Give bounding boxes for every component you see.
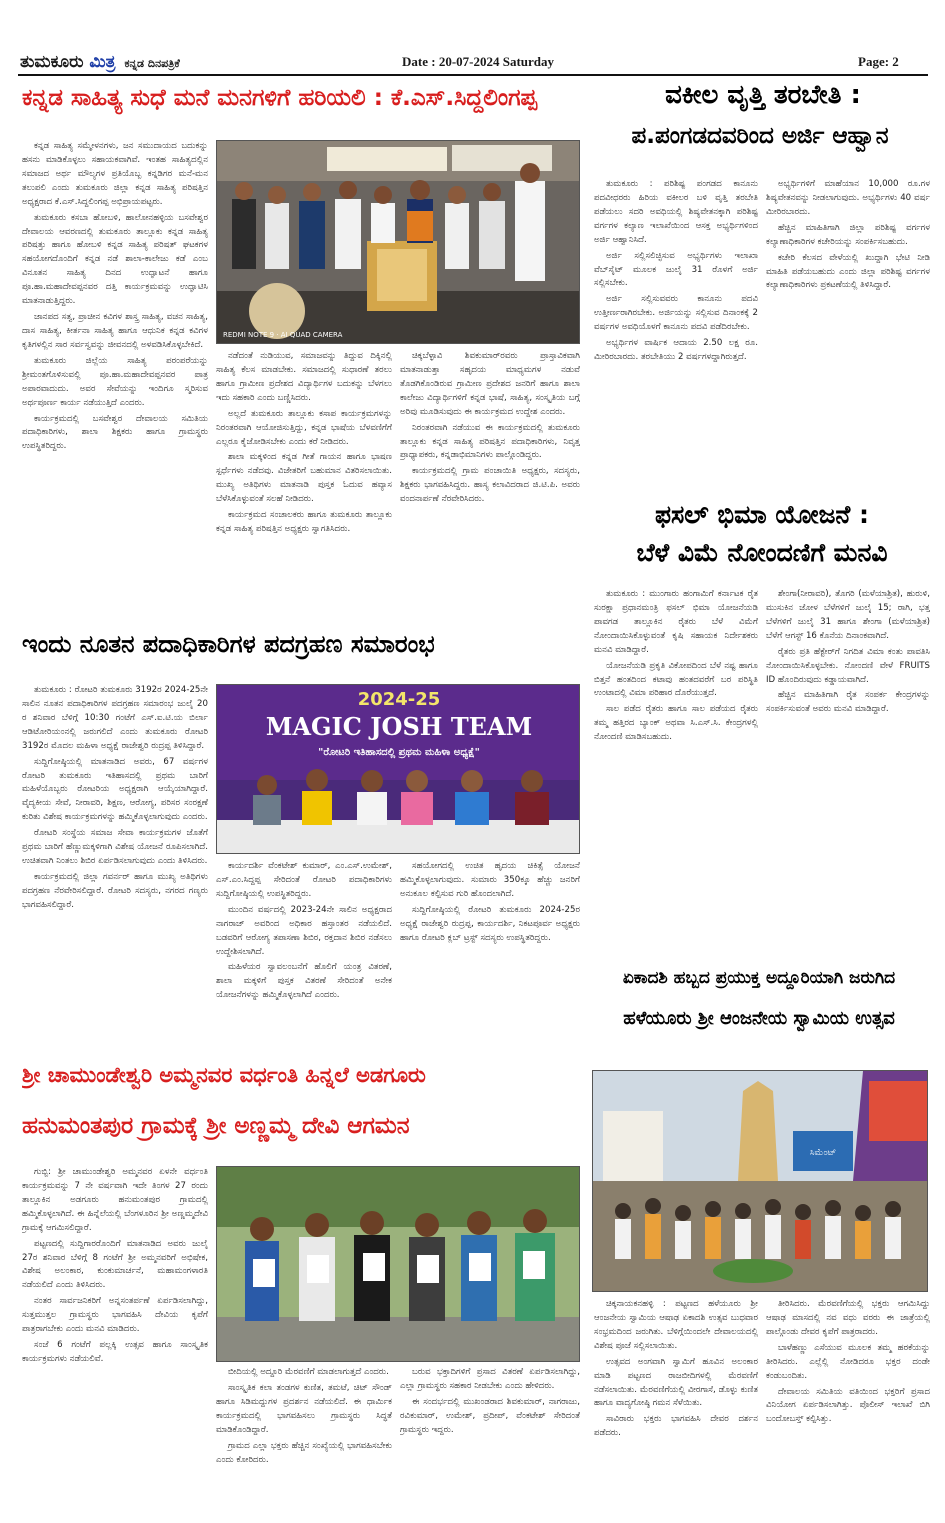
article6-photo [216, 1166, 580, 1362]
article5-col1 [594, 1298, 758, 1498]
banner-subtitle: "ರೋಟರಿ ಇತಿಹಾಸದಲ್ಲಿ ಪ್ರಥಮ ಮಹಿಳಾ ಅಧ್ಯಕ್ಷೆ" [318, 747, 480, 758]
article4-headline: ಇಂದು ನೂತನ ಪದಾಧಿಕಾರಿಗಳ ಪದಗ್ರಹಣ ಸಮಾರಂಭ [22, 632, 435, 658]
article1-paragraph: ಕಾರ್ಯಕ್ರಮದ ಸಂಚಾಲಕರು ಹಾಗೂ ತುಮಕೂರು ತಾಲ್ಲೂಕು ಕನ್ನಡ ಸಾಹಿತ್ಯ ಪರಿಷತ್ತಿನ ಅಧ್ಯಕ್ಷರು ಸ್ವಾಗತಿಸಿದರು. [216, 510, 392, 535]
article1-paragraph: ಶಾಲಾ ಮಕ್ಕಳಿಂದ ಕನ್ನಡ ಗೀತೆ ಗಾಯನ ಹಾಗೂ ಭಾಷಣ ಸ್ಪರ್ಧೆಗಳು ನಡೆದವು. ವಿಜೇತರಿಗೆ ಬಹುಮಾನ ವಿತರಿಸಲಾಯಿತು. ಮುಖ್ಯ ಅತಿಥಿಗಳು ಮಾತನಾಡಿ ಪುಸ್ತಕ ಓದುವ ಹವ್ಯಾಸ ಬೆಳೆಸಿಕೊಳ್ಳುವಂತೆ ಸಲಹೆ ನೀಡಿದರು. [216, 452, 392, 505]
article1-paragraph: ಅಲ್ಲದೆ ತುಮಕೂರು ತಾಲ್ಲೂಕು ಕಸಾಪ ಕಾರ್ಯಕ್ರಮಗಳನ್ನು ನಿರಂತರವಾಗಿ ಆಯೋಜಿಸುತ್ತಿದ್ದು, ಕನ್ನಡ ಭಾಷೆಯ ಬೆಳವಣಿಗೆಗೆ ಎಲ್ಲರೂ ಕೈಜೋಡಿಸಬೇಕು ಎಂದು ಕರೆ ನೀಡಿದರು. [216, 408, 392, 447]
shop-sign-text: ಸಿಮೆಂಟ್ [809, 1148, 837, 1158]
article5-paragraph: ದೇವಾಲಯ ಸಮಿತಿಯ ವತಿಯಿಂದ ಭಕ್ತರಿಗೆ ಪ್ರಸಾದ ವಿನಿಯೋಗ ಏರ್ಪಡಿಸಲಾಗಿತ್ತು. ಪೊಲೀಸ್ ಇಲಾಖೆ ಬಿಗಿ ಬಂದೋಬಸ್ತ್ ಕಲ್ಪಿಸಿತ್ತು. [766, 1386, 930, 1425]
article4-paragraph: ಕಾರ್ಯಕ್ರಮದಲ್ಲಿ ಜಿಲ್ಲಾ ಗವರ್ನರ್ ಹಾಗೂ ಮುಖ್ಯ ಅತಿಥಿಗಳು ಪದಗ್ರಹಣ ನೆರವೇರಿಸಲಿದ್ದಾರೆ. ರೋಟರಿ ಸದಸ್ಯರು, ನಗರದ ಗಣ್ಯರು ಭಾಗವಹಿಸಲಿದ್ದಾರೆ. [22, 871, 208, 910]
banner-year: 2024-25 [357, 689, 441, 710]
article1-headline: ಕನ್ನಡ ಸಾಹಿತ್ಯ ಸುಧೆ ಮನೆ ಮನಗಳಿಗೆ ಹರಿಯಲಿ : ಕೆ.ಎಸ್.ಸಿದ್ದಲಿಂಗಪ್ಪ [22, 86, 538, 111]
article1-paragraph: ಕಾರ್ಯಕ್ರಮದಲ್ಲಿ ಗ್ರಾಮ ಪಂಚಾಯಿತಿ ಅಧ್ಯಕ್ಷರು, ಸದಸ್ಯರು, ಶಿಕ್ಷಕರು ಭಾಗವಹಿಸಿದ್ದರು. ಹಾಸ್ಯ ಕಲಾವಿದರಾದ ಜಿ.ಟಿ.ಪಿ. ಅವರು ವಂದನಾರ್ಪಣೆ ನೆರವೇರಿಸಿದರು. [400, 466, 580, 505]
article5-col2 [766, 1298, 930, 1498]
camera-watermark: REDMI NOTE 9 · AI QUAD CAMERA [223, 331, 343, 339]
article6-paragraph: ಸಂಜೆ 6 ಗಂಟೆಗೆ ಪಲ್ಲಕ್ಕಿ ಉತ್ಸವ ಹಾಗೂ ಸಾಂಸ್ಕೃತಿಕ ಕಾರ್ಯಕ್ರಮಗಳು ನಡೆಯಲಿವೆ. [22, 1340, 208, 1364]
article1-photo [216, 140, 580, 344]
article4-paragraph: ಮಹಿಳೆಯರ ಸ್ವಾವಲಂಬನೆಗೆ ಹೊಲಿಗೆ ಯಂತ್ರ ವಿತರಣೆ, ಶಾಲಾ ಮಕ್ಕಳಿಗೆ ಪುಸ್ತಕ ವಿತರಣೆ ಸೇರಿದಂತೆ ಅನೇಕ ಯೋಜನೆಗಳನ್ನು ಹಮ್ಮಿಕೊಳ್ಳಲಾಗಿದೆ ಎಂದರು. [216, 962, 392, 1001]
article5-paragraph: ಬಾಳೆಹಣ್ಣು ಎಸೆಯುವ ಮೂಲಕ ತಮ್ಮ ಹರಕೆಯನ್ನು ತೀರಿಸಿದರು. ಎಲ್ಲೆಲ್ಲಿ ನೋಡಿದರೂ ಭಕ್ತರ ದಂಡೇ ಕಂಡುಬಂದಿತು. [766, 1342, 930, 1381]
article6-headline-line2: ಹನುಮಂತಪುರ ಗ್ರಾಮಕ್ಕೆ ಶ್ರೀ ಅಣ್ಣಮ್ಮ ದೇವಿ ಆಗಮನ [22, 1114, 410, 1139]
article6-paragraph: ನಂತರ ಸಾರ್ವಜನಿಕರಿಗೆ ಅನ್ನಸಂತರ್ಪಣೆ ಏರ್ಪಡಿಸಲಾಗಿದ್ದು, ಸುತ್ತಮುತ್ತಲ ಗ್ರಾಮಸ್ಥರು ಭಾಗವಹಿಸಿ ದೇವಿಯ ಕೃಪೆಗೆ ಪಾತ್ರರಾಗಬೇಕು ಎಂದು ಮನವಿ ಮಾಡಿದರು. [22, 1296, 208, 1335]
paper-tagline: ಕನ್ನಡ ದಿನಪತ್ರಿಕೆ [124, 57, 180, 70]
article4-paragraph: ಸಹಯೋಗದಲ್ಲಿ ಉಚಿತ ಹೃದಯ ಚಿಕಿತ್ಸೆ ಯೋಜನೆ ಹಮ್ಮಿಕೊಳ್ಳಲಾಗುವುದು. ಸುಮಾರು 350ಕ್ಕೂ ಹೆಚ್ಚು ಜನರಿಗೆ ಅನುಕೂಲ ಕಲ್ಪಿಸುವ ಗುರಿ ಹೊಂದಲಾಗಿದೆ. [400, 861, 580, 899]
article5-paragraph: ತೀರಿಸಿದರು. ಮೆರವಣಿಗೆಯಲ್ಲಿ ಭಕ್ತರು ಆಗಮಿಸಿದ್ದು ಆಷಾಢ ಮಾಸದಲ್ಲಿ ನವ ವಧು ವರರು ಈ ಜಾತ್ರೆಯಲ್ಲಿ ಪಾಲ್ಗೊಂಡು ದೇವರ ಕೃಪೆಗೆ ಪಾತ್ರರಾದರು. [766, 1299, 930, 1337]
article2-paragraph: ಅಭ್ಯರ್ಥಿಗಳ ವಾರ್ಷಿಕ ಆದಾಯ 2.50 ಲಕ್ಷ ರೂ. ಮೀರಿರಬಾರದು. ತರಬೇತಿಯು 2 ವರ್ಷಗಳದ್ದಾಗಿರುತ್ತದೆ. [594, 338, 758, 363]
article1-paragraph: ತುಮಕೂರು ಜಿಲ್ಲೆಯ ಸಾಹಿತ್ಯ ಪರಂಪರೆಯನ್ನು ಶ್ರೀಮಂತಗೊಳಿಸುವಲ್ಲಿ ಪೂ.ಹಾ.ಮಹಾದೇವಪ್ಪನವರ ಪಾತ್ರ ಅಪಾರವಾದುದು. ಅವರ ಸೇವೆಯನ್ನು ಇಂದಿಗೂ ಸ್ಮರಿಸುವ ಅರ್ಥಪೂರ್ಣ ಕಾರ್ಯ ನಡೆಯುತ್ತಿದೆ ಎಂದರು. [22, 355, 208, 408]
article3-paragraph: ತುಮಕೂರು : ಮುಂಗಾರು ಹಂಗಾಮಿಗೆ ಕರ್ನಾಟಕ ರೈತ ಸುರಕ್ಷಾ ಪ್ರಧಾನಮಂತ್ರಿ ಫಸಲ್ ಭಿಮಾ ಯೋಜನೆಯಡಿ ಪಾವಗಡ ತಾಲ್ಲೂಕಿನ ರೈತರು ಬೆಳೆ ವಿಮೆಗೆ ನೋಂದಾಯಿಸಿಕೊಳ್ಳುವಂತೆ ಕೃಷಿ ಸಹಾಯಕ ನಿರ್ದೇಶಕರು ಮನವಿ ಮಾಡಿದ್ದಾರೆ. [594, 589, 758, 655]
article4-paragraph: ರೋಟರಿ ಸಂಸ್ಥೆಯ ಸಮಾಜ ಸೇವಾ ಕಾರ್ಯಕ್ರಮಗಳ ಜೊತೆಗೆ ಪ್ರಥಮ ಬಾರಿಗೆ ಹೆಣ್ಣುಮಕ್ಕಳಿಗಾಗಿ ವಿಶೇಷ ಯೋಜನೆ ರೂಪಿಸಲಾಗಿದೆ. ಉಚಿತವಾಗಿ ನಿಂತಲು ಶಿಬಿರ ಏರ್ಪಡಿಸಲಾಗುವುದು ಎಂದು ತಿಳಿಸಿದರು. [22, 828, 208, 867]
article1-paragraph: ಜಾನಪದ ಸತ್ವ, ಪ್ರಾಚೀನ ಕವಿಗಳ ಶಾಸ್ತ್ರ ಸಾಹಿತ್ಯ, ವಚನ ಸಾಹಿತ್ಯ, ದಾಸ ಸಾಹಿತ್ಯ, ಕೀರ್ತನಾ ಸಾಹಿತ್ಯ ಹಾಗೂ ಆಧುನಿಕ ಕನ್ನಡ ಕವಿಗಳ ಕೃತಿಗಳಲ್ಲಿನ ಸಾರ ಸರ್ವಸ್ವವನ್ನು ಜೀವನದಲ್ಲಿ ಅಳವಡಿಸಿಕೊಳ್ಳಬೇಕಿದೆ. [22, 312, 208, 350]
article6-headline-line1: ಶ್ರೀ ಚಾಮುಂಡೇಶ್ವರಿ ಅಮ್ಮನವರ ವರ್ಧಂತಿ ಹಿನ್ನಲೆ ಅಡಗೂರು [22, 1064, 426, 1087]
article6-paragraph: ಈ ಸಂದರ್ಭದಲ್ಲಿ ಮುಖಂಡರಾದ ಶಿವಕುಮಾರ್, ನಾಗರಾಜು, ರವಿಕುಮಾರ್, ಉಮೇಶ್, ಪ್ರದೀಪ್, ವೆಂಕಟೇಶ್ ಸೇರಿದಂತೆ ಗ್ರಾಮಸ್ಥರು ಇದ್ದರು. [400, 1396, 580, 1435]
article4-paragraph: ಕಾರ್ಯದರ್ಶಿ ವೆಂಕಟೇಶ್ ಕುಮಾರ್, ಎಂ.ಎಸ್.ಉಮೇಶ್, ಎಸ್.ಎಂ.ಸಿದ್ದಪ್ಪ ಸೇರಿದಂತೆ ರೋಟರಿ ಪದಾಧಿಕಾರಿಗಳು ಸುದ್ದಿಗೋಷ್ಠಿಯಲ್ಲಿ ಉಪಸ್ಥಿತರಿದ್ದರು. [216, 861, 392, 899]
article1-col1 [22, 140, 208, 620]
article2-paragraph: ಅರ್ಜಿ ಸಲ್ಲಿಸಲಿಚ್ಛಿಸುವ ಅಭ್ಯರ್ಥಿಗಳು ಇಲಾಖಾ ವೆಬ್‌ಸೈಟ್ ಮೂಲಕ ಜುಲೈ 31 ರೊಳಗೆ ಅರ್ಜಿ ಸಲ್ಲಿಸಬೇಕು. [594, 250, 758, 289]
article5-paragraph: ಚಿಕ್ಕನಾಯಕನಹಳ್ಳಿ : ಪಟ್ಟಣದ ಹಳೆಯೂರು ಶ್ರೀ ಆಂಜನೇಯ ಸ್ವಾಮಿಯ ಆಷಾಢ ಏಕಾದಶಿ ಉತ್ಸವ ಬುಧವಾರ ಸಂಭ್ರಮದಿಂದ ಜರುಗಿತು. ಬೆಳಿಗ್ಗೆಯಿಂದಲೇ ದೇವಾಲಯದಲ್ಲಿ ವಿಶೇಷ ಪೂಜೆ ಸಲ್ಲಿಸಲಾಯಿತು. [594, 1299, 758, 1351]
article5-headline-line2: ಹಳೆಯೂರು ಶ್ರೀ ಆಂಜನೇಯ ಸ್ವಾಮಿಯ ಉತ್ಸವ [623, 1010, 895, 1029]
article3-paragraph: ಸಾಲ ಪಡೆದ ರೈತರು ಹಾಗೂ ಸಾಲ ಪಡೆಯದ ರೈತರು ತಮ್ಮ ಹತ್ತಿರದ ಬ್ಯಾಂಕ್ ಅಥವಾ ಸಿ.ಎಸ್.ಸಿ. ಕೇಂದ್ರಗಳಲ್ಲಿ ನೋಂದಣಿ ಮಾಡಿಸಬಹುದು. [594, 704, 758, 743]
article4-photo [216, 684, 580, 854]
article1-paragraph: ನಿರಂತರವಾಗಿ ನಡೆಯುವ ಈ ಕಾರ್ಯಕ್ರಮದಲ್ಲಿ ತುಮಕೂರು ತಾಲ್ಲೂಕು ಕನ್ನಡ ಸಾಹಿತ್ಯ ಪರಿಷತ್ತಿನ ಪದಾಧಿಕಾರಿಗಳು, ನಿವೃತ್ತ ಪ್ರಾಧ್ಯಾಪಕರು, ಕನ್ನಡಾಭಿಮಾನಿಗಳು ಪಾಲ್ಗೊಂಡಿದ್ದರು. [400, 422, 580, 461]
article3-paragraph: ರೈತರು ಪ್ರತಿ ಹೆಕ್ಟೇರ್‌ಗೆ ನಿಗದಿತ ವಿಮಾ ಕಂತು ಪಾವತಿಸಿ ನೋಂದಾಯಿಸಿಕೊಳ್ಳಬೇಕು. ನೋಂದಣಿ ವೇಳೆ FRUITS ID ಹೊಂದಿರುವುದು ಕಡ್ಡಾಯವಾಗಿದೆ. [766, 646, 930, 685]
article1-col2 [216, 350, 392, 622]
article6-paragraph: ಸಾಂಸ್ಕೃತಿಕ ಕಲಾ ತಂಡಗಳ ಕುಣಿತ, ತಮಟೆ, ಚಿಟ್ ಸೌಂಡ್ ಹಾಗೂ ಸಿಡಿಮದ್ದುಗಳ ಪ್ರದರ್ಶನ ನಡೆಯಲಿದೆ. ಈ ಧಾರ್ಮಿಕ ಕಾರ್ಯಕ್ರಮದಲ್ಲಿ ಭಾಗವಹಿಸಲು ಗ್ರಾಮಸ್ಥರು ಸಿದ್ಧತೆ ಮಾಡಿಕೊಂಡಿದ್ದಾರೆ. [216, 1382, 392, 1435]
article2-paragraph: ತುಮಕೂರು : ಪರಿಶಿಷ್ಟ ಪಂಗಡದ ಕಾನೂನು ಪದವೀಧರರು ಹಿರಿಯ ವಕೀಲರ ಬಳಿ ವೃತ್ತಿ ತರಬೇತಿ ಪಡೆಯಲು ಸದರಿ ಅವಧಿಯಲ್ಲಿ ಶಿಷ್ಯವೇತನಕ್ಕಾಗಿ ಪರಿಶಿಷ್ಟ ವರ್ಗಗಳ ಕಲ್ಯಾಣ ಇಲಾಖೆಯಿಂದ ಆಸಕ್ತ ಅಭ್ಯರ್ಥಿಗಳಿಂದ ಅರ್ಜಿ ಆಹ್ವಾನಿಸಿದೆ. [594, 179, 758, 245]
article2-col2 [766, 178, 930, 490]
article4-col2 [216, 860, 392, 1052]
article6-col3 [400, 1366, 580, 1500]
masthead [20, 52, 400, 76]
article4-paragraph: ಸುದ್ದಿಗೋಷ್ಠಿಯಲ್ಲಿ ಮಾತನಾಡಿದ ಅವರು, 67 ವರ್ಷಗಳ ರೋಟರಿ ತುಮಕೂರು ಇತಿಹಾಸದಲ್ಲಿ ಪ್ರಥಮ ಬಾರಿಗೆ ಮಹಿಳೆಯೊಬ್ಬರು ರೋಟರಿಯ ಅಧ್ಯಕ್ಷರಾಗಿ ಆಯ್ಕೆಯಾಗಿದ್ದಾರೆ. ವೈದ್ಯಕೀಯ ಸೇವೆ, ನೀರಾವರಿ, ಶಿಕ್ಷಣ, ಆರೋಗ್ಯ, ಪರಿಸರ ಸಂರಕ್ಷಣೆ ಕುರಿತು ವಿಶೇಷ ಕಾರ್ಯಕ್ರಮಗಳನ್ನು ಹಮ್ಮಿಕೊಳ್ಳಲಾಗುವುದು ಎಂದರು. [22, 756, 208, 823]
masthead-rule [18, 74, 928, 76]
paper-name-part1: ತುಮಕೂರು [20, 52, 84, 72]
article4-paragraph: ತುಮಕೂರು : ರೋಟರಿ ತುಮಕೂರು 3192ರ 2024-25ನೇ ಸಾಲಿನ ನೂತನ ಪದಾಧಿಕಾರಿಗಳ ಪದಗ್ರಹಣ ಸಮಾರಂಭ ಜುಲೈ 20 ರ ಶನಿವಾರ ಬೆಳಿಗ್ಗೆ 10:30 ಗಂಟೆಗೆ ಎಸ್.ಐ.ಟಿ.ಯ ಬಿರ್ಲಾ ಆಡಿಟೋರಿಯಂನಲ್ಲಿ ಜರುಗಲಿದೆ ಎಂದು ತುಮಕೂರು ರೋಟರಿ 3192ರ ಮೊದಲ ಮಹಿಳಾ ಅಧ್ಯಕ್ಷೆ ರಾಜೇಶ್ವರಿ ರುದ್ರಪ್ಪ ತಿಳಿಸಿದ್ದಾರೆ. [22, 685, 208, 751]
article6-paragraph: ಬೀದಿಯಲ್ಲಿ ಅದ್ದೂರಿ ಮೆರವಣಿಗೆ ಮಾಡಲಾಗುತ್ತದೆ ಎಂದರು. [228, 1367, 389, 1377]
article2-paragraph: ಹೆಚ್ಚಿನ ಮಾಹಿತಿಗಾಗಿ ಜಿಲ್ಲಾ ಪರಿಶಿಷ್ಟ ವರ್ಗಗಳ ಕಲ್ಯಾಣಾಧಿಕಾರಿಗಳ ಕಚೇರಿಯನ್ನು ಸಂಪರ್ಕಿಸಬಹುದು. [766, 222, 930, 247]
edition-date: Date : 20-07-2024 Saturday [402, 54, 555, 69]
article6-col2 [216, 1366, 392, 1500]
article3-headline-line2: ಬೆಳೆ ವಿಮೆ ನೋಂದಣಿಗೆ ಮನವಿ [636, 540, 888, 567]
article6-paragraph: ಗ್ರಾಮದ ಎಲ್ಲಾ ಭಕ್ತರು ಹೆಚ್ಚಿನ ಸಂಖ್ಯೆಯಲ್ಲಿ ಭಾಗವಹಿಸಬೇಕು ಎಂದು ಕೋರಿದರು. [216, 1440, 392, 1465]
article3-paragraph: ಯೋಜನೆಯಡಿ ಪ್ರಕೃತಿ ವಿಕೋಪದಿಂದ ಬೆಳೆ ನಷ್ಟ ಹಾಗೂ ಬಿತ್ತನೆ ಹಂತದಿಂದ ಕಟಾವು ಹಂತದವರೆಗೆ ಬರ ಪರಿಸ್ಥಿತಿ ಉಂಟಾದಲ್ಲಿ ವಿಮಾ ಪರಿಹಾರ ದೊರೆಯುತ್ತದೆ. [594, 660, 758, 699]
felicitation-photo-illustration [217, 141, 580, 344]
article2-paragraph: ಅಭ್ಯರ್ಥಿಗಳಿಗೆ ಮಾಹೆಯಾನ 10,000 ರೂ.ಗಳ ಶಿಷ್ಯವೇತನವನ್ನು ನೀಡಲಾಗುವುದು. ಅಭ್ಯರ್ಥಿಗಳು 40 ವರ್ಷ ಮೀರಿರಬಾರದು. [766, 179, 930, 217]
article1-paragraph: ನಡೆದಂತೆ ನುಡಿಯುವ, ಸಮಾಜವನ್ನು ತಿದ್ದುವ ದಿಕ್ಕಿನಲ್ಲಿ ಸಾಹಿತ್ಯ ಕೆಲಸ ಮಾಡಬೇಕು. ಸಮಾಜದಲ್ಲಿ ಸುಧಾರಣೆ ತರಲು ಹಾಗೂ ಗ್ರಾಮೀಣ ಪ್ರದೇಶದ ವಿದ್ಯಾರ್ಥಿಗಳ ಬದುಕನ್ನು ಬೆಳಗಲು ಇದು ಸಹಕಾರಿ ಎಂದು ಬಣ್ಣಿಸಿದರು. [216, 351, 392, 403]
article6-col1 [22, 1166, 208, 1500]
article6-paragraph: ಗುಬ್ಬಿ: ಶ್ರೀ ಚಾಮುಂಡೇಶ್ವರಿ ಅಮ್ಮನವರ ಏಳನೇ ವರ್ಧಂತಿ ಕಾರ್ಯಕ್ರಮವನ್ನು 7 ನೇ ವರ್ಷವಾಗಿ ಇದೇ ತಿಂಗಳ 27 ರಂದು ತಾಲ್ಲೂಕಿನ ಅಡಗೂರು ಹನುಮಂತಪುರ ಗ್ರಾಮದಲ್ಲಿ ಹಮ್ಮಿಕೊಳ್ಳಲಾಗಿದೆ. ಈ ಹಿನ್ನೆಲೆಯಲ್ಲಿ ಬೆಂಗಳೂರಿನ ಶ್ರೀ ಅಣ್ಣಮ್ಮದೇವಿ ಗ್ರಾಮಕ್ಕೆ ಆಗಮಿಸಲಿದ್ದಾರೆ. [22, 1167, 208, 1233]
article1-paragraph: ಕಾರ್ಯಕ್ರಮದಲ್ಲಿ ಬಸವೇಶ್ವರ ದೇವಾಲಯ ಸಮಿತಿಯ ಪದಾಧಿಕಾರಿಗಳು, ಶಾಲಾ ಶಿಕ್ಷಕರು ಹಾಗೂ ಗ್ರಾಮಸ್ಥರು ಉಪಸ್ಥಿತರಿದ್ದರು. [22, 413, 208, 452]
article4-paragraph: ಮುಂದಿನ ವರ್ಷದಲ್ಲಿ 2023-24ನೇ ಸಾಲಿನ ಅಧ್ಯಕ್ಷರಾದ ನಾಗರಾಜ್ ಅವರಿಂದ ಅಧಿಕಾರ ಹಸ್ತಾಂತರ ನಡೆಯಲಿದೆ. ಬಡವರಿಗೆ ಆರೋಗ್ಯ ತಪಾಸಣಾ ಶಿಬಿರ, ರಕ್ತದಾನ ಶಿಬಿರ ನಡೆಸಲು ಉದ್ದೇಶಿಸಲಾಗಿದೆ. [216, 904, 392, 957]
paper-name [20, 52, 115, 72]
villagers-photo-illustration [217, 1167, 580, 1362]
article6-paragraph: ಬರುವ ಭಕ್ತಾದಿಗಳಿಗೆ ಪ್ರಸಾದ ವಿತರಣೆ ಏರ್ಪಡಿಸಲಾಗಿದ್ದು, ಎಲ್ಲಾ ಗ್ರಾಮಸ್ಥರು ಸಹಕಾರ ನೀಡಬೇಕು ಎಂದು ಹೇಳಿದರು. [400, 1367, 580, 1391]
article2-paragraph: ಕಚೇರಿ ಕೆಲಸದ ವೇಳೆಯಲ್ಲಿ ಖುದ್ದಾಗಿ ಭೇಟಿ ನೀಡಿ ಮಾಹಿತಿ ಪಡೆಯಬಹುದು ಎಂದು ಜಿಲ್ಲಾ ಪರಿಶಿಷ್ಟ ವರ್ಗಗಳ ಕಲ್ಯಾಣಾಧಿಕಾರಿಗಳು ಪ್ರಕಟಣೆಯಲ್ಲಿ ತಿಳಿಸಿದ್ದಾರೆ. [766, 252, 930, 291]
press-meet-photo-illustration [217, 685, 580, 854]
article2-headline-line2: ಪ.ಪಂಗಡದವರಿಂದ ಅರ್ಜಿ ಆಹ್ವಾನ [631, 124, 889, 149]
article1-col3 [400, 350, 580, 622]
article4-paragraph: ಸುದ್ದಿಗೋಷ್ಠಿಯಲ್ಲಿ ರೋಟರಿ ತುಮಕೂರು 2024-25ರ ಅಧ್ಯಕ್ಷೆ ರಾಜೇಶ್ವರಿ ರುದ್ರಪ್ಪ, ಕಾರ್ಯದರ್ಶಿ, ನಿಕಟಪೂರ್ವ ಅಧ್ಯಕ್ಷರು ಹಾಗೂ ರೋಟರಿ ಕ್ಲಬ್ ಟ್ರಸ್ಟ್ ಸದಸ್ಯರು ಉಪಸ್ಥಿತರಿದ್ದರು. [400, 904, 580, 943]
banner-team: MAGIC JOSH TEAM [265, 712, 533, 741]
article3-headline-line1: ಫಸಲ್ ಭಿಮಾ ಯೋಜನೆ : [654, 502, 870, 529]
article6-paragraph: ಪಟ್ಟಣದಲ್ಲಿ ಸುದ್ದಿಗಾರರೊಂದಿಗೆ ಮಾತನಾಡಿದ ಅವರು ಜುಲೈ 27ರ ಶನಿವಾರ ಬೆಳಿಗ್ಗೆ 8 ಗಂಟೆಗೆ ಶ್ರೀ ಅಮ್ಮನವರಿಗೆ ಅಭಿಷೇಕ, ವಿಶೇಷ ಅಲಂಕಾರ, ಕುಂಕುಮಾರ್ಚನೆ, ಮಹಾಮಂಗಳಾರತಿ ನಡೆಯಲಿದೆ ಎಂದು ತಿಳಿಸಿದರು. [22, 1238, 208, 1291]
article2-headline-line1: ವಕೀಲ ವೃತ್ತಿ ತರಬೇತಿ : [665, 82, 861, 110]
paper-name-part2: ಮಿತ್ರ [89, 52, 116, 72]
article4-col1 [22, 684, 208, 1052]
temple-festival-photo-illustration [593, 1071, 928, 1292]
article1-paragraph: ಕನ್ನಡ ಸಾಹಿತ್ಯ ಸಮ್ಮೇಳನಗಳು, ಜನ ಸಮುದಾಯದ ಬದುಕನ್ನು ಹಸನು ಮಾಡಿಕೊಳ್ಳಲು ಸಹಾಯಕವಾಗಿವೆ. ಇಂತಹ ಸಾಹಿತ್ಯದಲ್ಲಿನ ಸಮಾಜದ ಅರ್ಥ ಮೌಲ್ಯಗಳ ಪ್ರತಿಯೊಬ್ಬ ಕನ್ನಡಿಗರ ಮನೆ-ಮನ ತಲುಪಲಿ ಎಂದು ತುಮಕೂರು ಜಿಲ್ಲಾ ಕನ್ನಡ ಸಾಹಿತ್ಯ ಪರಿಷತ್ತಿನ ಅಧ್ಯಕ್ಷರಾದ ಕೆ.ಎಸ್.ಸಿದ್ದಲಿಂಗಪ್ಪ ಅಭಿಪ್ರಾಯಪಟ್ಟರು. [22, 141, 208, 207]
article5-paragraph: ಉತ್ಸವದ ಅಂಗವಾಗಿ ಸ್ವಾಮಿಗೆ ಹೂವಿನ ಅಲಂಕಾರ ಮಾಡಿ ಪಟ್ಟಣದ ರಾಜಬೀದಿಗಳಲ್ಲಿ ಮೆರವಣಿಗೆ ನಡೆಸಲಾಯಿತು. ಮೆರವಣಿಗೆಯಲ್ಲಿ ವೀರಗಾಸೆ, ಡೊಳ್ಳು ಕುಣಿತ ಹಾಗೂ ವಾದ್ಯಗೋಷ್ಠಿ ಗಮನ ಸೆಳೆಯಿತು. [594, 1356, 758, 1409]
article3-col1 [594, 588, 758, 958]
article1-paragraph: ತುಮಕೂರು ಕಸಬಾ ಹೋಬಳಿ, ಹಾಲೋನಹಳ್ಳಿಯ ಬಸವೇಶ್ವರ ದೇವಾಲಯ ಆವರಣದಲ್ಲಿ ತುಮಕೂರು ತಾಲ್ಲೂಕು ಕನ್ನಡ ಸಾಹಿತ್ಯ ಪರಿಷತ್ತು ಹಾಗೂ ಹೋಬಳಿ ಕನ್ನಡ ಸಾಹಿತ್ಯ ಪರಿಷತ್ ಘಟಕಗಳ ಸಹಯೋಗದೊಂದಿಗೆ ಕನ್ನಡ ನಡೆ ಶಾಲಾ-ಕಾಲೇಜು ಕಡೆ ಎಂಬ ವಿನೂತನ ಸಾಹಿತ್ಯ ದಿನದ ಉದ್ಘಾಟನೆ ಹಾಗೂ ಪೂ.ಹಾ.ಮಹಾದೇವಪ್ಪನವರ ದತ್ತಿ ಕಾರ್ಯಕ್ರಮವನ್ನು ಉದ್ಘಾಟಿಸಿ ಮಾತನಾಡುತ್ತಿದ್ದರು. [22, 212, 208, 307]
article3-paragraph: ಶೇಂಗಾ(ನೀರಾವರಿ), ತೊಗರಿ (ಮಳೆಯಾಶ್ರಿತ), ಹುರುಳಿ, ಮುಸುಕಿನ ಜೋಳ ಬೆಳೆಗಳಿಗೆ ಜುಲೈ 15; ರಾಗಿ, ಭತ್ತ ಬೆಳೆಗಳಿಗೆ ಜುಲೈ 31 ಹಾಗೂ ಶೇಂಗಾ (ಮಳೆಯಾಶ್ರಿತ) ಬೆಳೆಗೆ ಆಗಸ್ಟ್ 16 ಕೊನೆಯ ದಿನಾಂಕವಾಗಿದೆ. [766, 589, 930, 641]
article5-headline-line1: ಏಕಾದಶಿ ಹಬ್ಬದ ಪ್ರಯುಕ್ತ ಅದ್ದೂರಿಯಾಗಿ ಜರುಗಿದ [622, 970, 896, 988]
article3-paragraph: ಹೆಚ್ಚಿನ ಮಾಹಿತಿಗಾಗಿ ರೈತ ಸಂಪರ್ಕ ಕೇಂದ್ರಗಳನ್ನು ಸಂಪರ್ಕಿಸುವಂತೆ ಅವರು ಮನವಿ ಮಾಡಿದ್ದಾರೆ. [766, 690, 930, 715]
article3-col2 [766, 588, 930, 958]
article4-col3 [400, 860, 580, 1052]
article5-paragraph: ಸಾವಿರಾರು ಭಕ್ತರು ಭಾಗವಹಿಸಿ ದೇವರ ದರ್ಶನ ಪಡೆದರು. [594, 1414, 758, 1439]
article1-paragraph: ಚಿಕ್ಕಬೆಳ್ಳಾವಿ ಶಿವಕುಮಾರ್‌ರವರು ಪ್ರಾಸ್ತಾವಿಕವಾಗಿ ಮಾತನಾಡುತ್ತಾ ಸಹೃದಯ ಮಾಧ್ಯಮಗಳ ನಡುವೆ ತೊಡಗಿಕೊಂಡಿರುವ ಗ್ರಾಮೀಣ ಪ್ರದೇಶದ ಜನರಿಗೆ ಹಾಗೂ ಶಾಲಾ ಕಾಲೇಜು ವಿದ್ಯಾರ್ಥಿಗಳಿಗೆ ಕನ್ನಡ ಭಾಷೆ, ಸಾಹಿತ್ಯ, ಸಂಸ್ಕೃತಿಯ ಬಗ್ಗೆ ಅರಿವು ಮೂಡಿಸುವುದು ಈ ಕಾರ್ಯಕ್ರಮದ ಉದ್ದೇಶ ಎಂದರು. [400, 351, 580, 417]
page-number: Page: 2 [858, 54, 899, 69]
article2-col1 [594, 178, 758, 490]
article2-paragraph: ಅರ್ಜಿ ಸಲ್ಲಿಸುವವರು ಕಾನೂನು ಪದವಿ ಉತ್ತೀರ್ಣರಾಗಿರಬೇಕು. ಅರ್ಜಿಯನ್ನು ಸಲ್ಲಿಸುವ ದಿನಾಂಕಕ್ಕೆ 2 ವರ್ಷಗಳ ಅವಧಿಯೊಳಗೆ ಕಾನೂನು ಪದವಿ ಪಡೆದಿರಬೇಕು. [594, 294, 758, 333]
article5-photo [592, 1070, 928, 1292]
